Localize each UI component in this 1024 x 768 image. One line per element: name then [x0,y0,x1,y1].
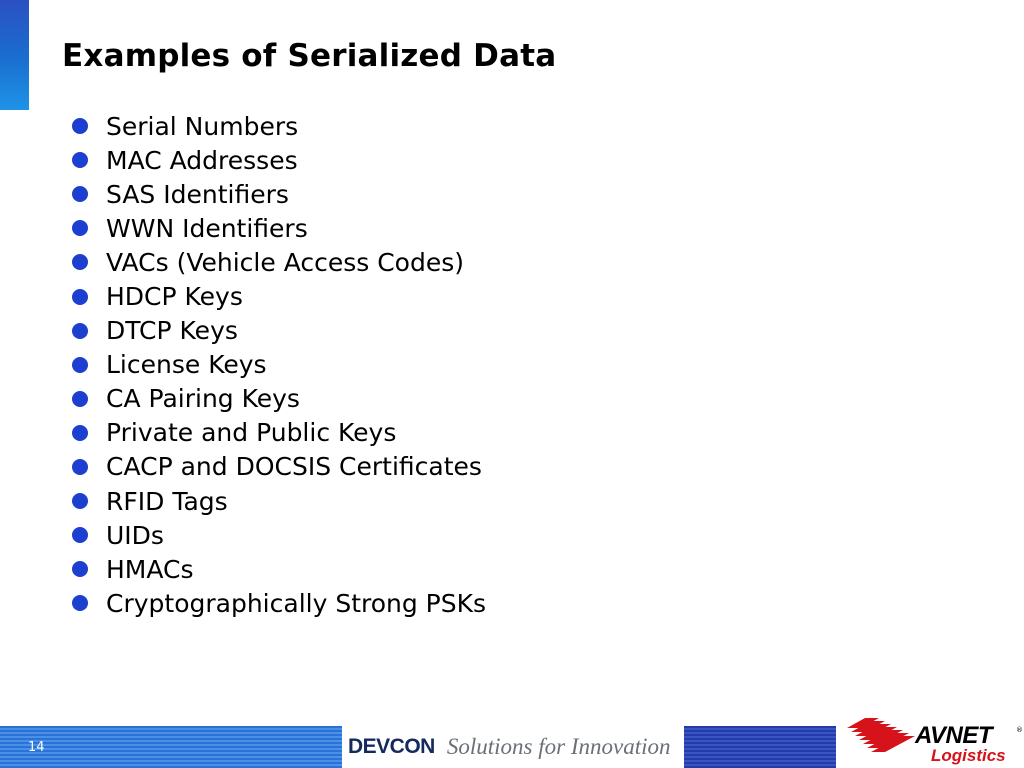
list-item [70,348,486,382]
bullet-text: RFID Tags [106,486,228,516]
list-item [70,177,486,211]
list-item [70,211,486,245]
avnet-logistics-logo [845,714,1024,768]
bullet-text: UIDs [106,520,164,550]
devcon-logo: DEVCON [348,735,435,758]
list-item [70,450,486,484]
bullet-icon [72,527,88,543]
slide-title: Examples of Serialized Data [62,38,557,74]
bullet-icon [72,254,88,270]
bullet-icon [72,220,88,236]
list-item [70,484,486,518]
footer-tagline: Solutions for Innovation [446,734,671,759]
bullet-icon [72,493,88,509]
list-item [70,143,486,177]
footer-stripe-left [0,726,342,768]
title-accent-bar [0,0,29,110]
bullet-text: HMACs [106,554,194,584]
bullet-icon [72,289,88,305]
bullet-text: DTCP Keys [106,316,238,346]
bullet-icon [72,323,88,339]
list-item [70,245,486,279]
avnet-wordmark: AVNET [915,722,993,749]
avnet-chevron-logo-icon [845,716,923,756]
list-item [70,279,486,313]
list-item [70,382,486,416]
bullet-text: Private and Public Keys [106,418,397,448]
bullet-list [70,109,486,620]
bullet-icon [72,425,88,441]
bullet-icon [72,357,88,373]
bullet-text: MAC Addresses [106,145,298,175]
bullet-icon [72,561,88,577]
bullet-icon [72,118,88,134]
footer-branding [342,726,684,768]
bullet-text: VACs (Vehicle Access Codes) [106,247,465,277]
bullet-icon [72,459,88,475]
list-item [70,586,486,620]
bullet-text: CA Pairing Keys [106,384,300,414]
bullet-icon [72,391,88,407]
registered-mark: ® [1016,726,1023,734]
bullet-icon [72,152,88,168]
list-item [70,314,486,348]
page-number: 14 [28,740,45,755]
bullet-text: SAS Identifiers [106,179,289,209]
list-item [70,109,486,143]
bullet-text: Cryptographically Strong PSKs [106,588,487,618]
avnet-subtitle: Logistics [931,746,1006,765]
bullet-text: License Keys [106,350,267,380]
bullet-icon [72,186,88,202]
bullet-text: HDCP Keys [106,282,243,312]
bullet-text: WWN Identifiers [106,213,308,243]
list-item [70,552,486,586]
list-item [70,416,486,450]
bullet-icon [72,595,88,611]
bullet-text: CACP and DOCSIS Certificates [106,452,482,482]
footer-stripe-right [684,726,836,768]
bullet-text: Serial Numbers [106,111,299,141]
list-item [70,518,486,552]
